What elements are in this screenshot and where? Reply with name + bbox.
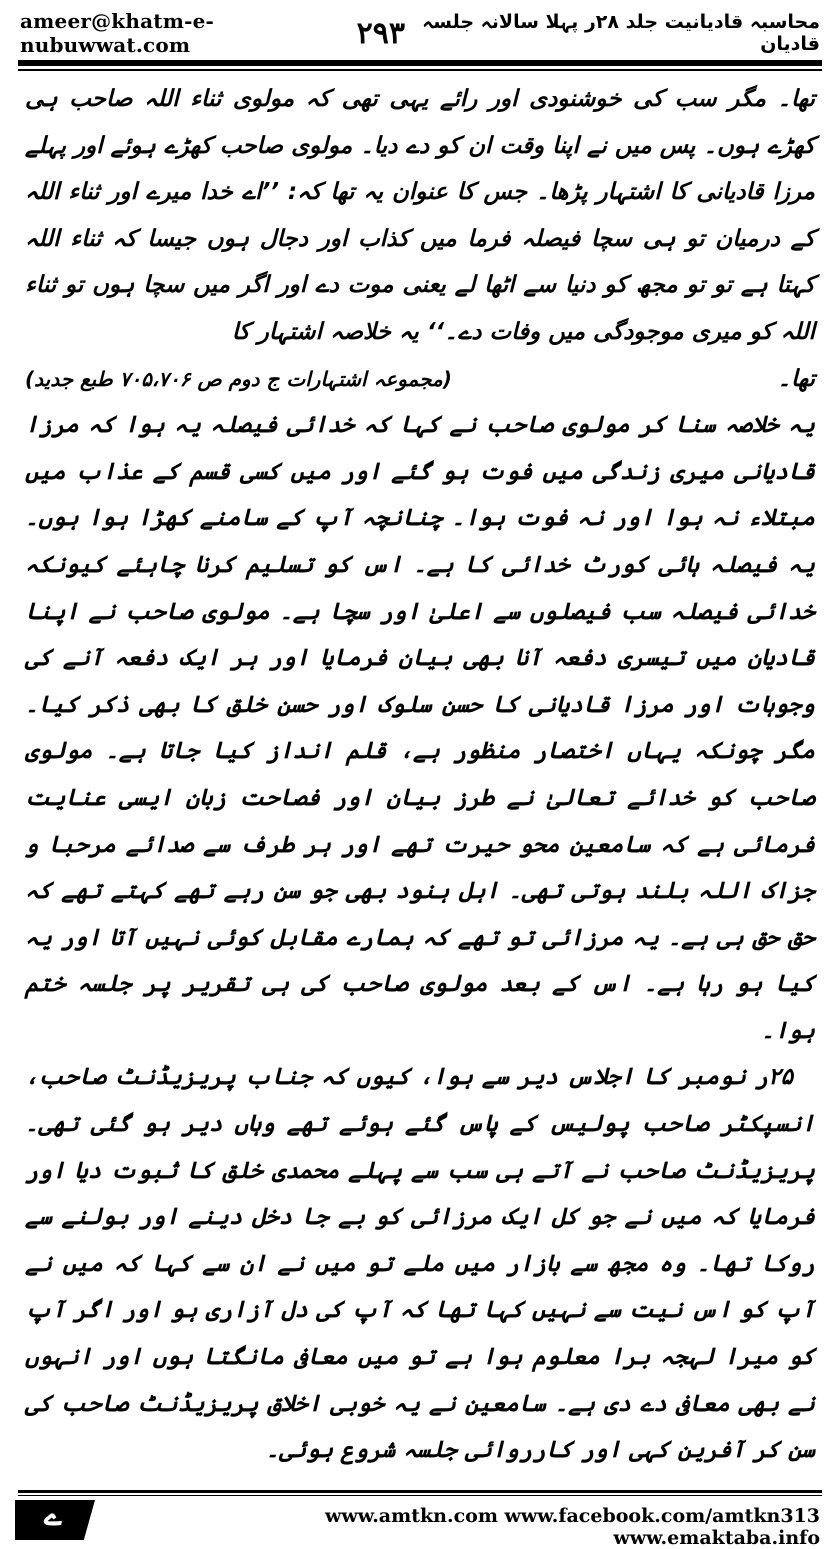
header-left	[20, 9, 405, 57]
citation-line	[25, 356, 815, 403]
page-number: ۲۹۳	[356, 15, 405, 51]
page-header	[20, 8, 820, 58]
header-rule-thick	[18, 60, 822, 66]
paragraph-3: ۲۵ر نومبر کا اجلاس دیر سے ہوا، کیوں کہ جناب پریزیڈنٹ صاحب، انسپکٹر صاحب پولیس کے پاس گئے ہوئے تھے وہاں دیر ہو گئی تھی۔ پریزیڈنٹ صاحب نے آتے ہی سب سے پہلے محمدی خلق کا ثبوت دیا اور فرمایا کہ میں نے جو کل ایک مرزائی کو بے جا دخل دینے اور بولنے سے روکا تھا۔ وہ مجھ سے بازار میں ملے تو میں نے ان سے کہا کہ میں نے آپ کو اس نیت سے نہیں کہا تھا کہ آپ کی دل آزاری ہو اور اگر آپ کو میرا لہجہ برا معلوم ہوا ہے تو میں معافی مانگتا ہوں اور انہوں نے بھی معافی دے دی ہے۔ سامعین نے یہ خوبی اخلاق پریزیڈنٹ صاحب کی سن کر آفرین کہی اور کارروائی جلسہ شروع ہوئی۔	[25, 1064, 815, 1464]
footer-mark: ے	[44, 1498, 62, 1533]
citation: (مجموعہ اشتہارات ج دوم ص ۷۰۵،۷۰۶ طبع جدید)	[25, 366, 452, 391]
footer-rule	[18, 1490, 822, 1493]
paragraph-1-end: تھا۔	[777, 365, 815, 392]
header-email: ameer@khatm-e-nubuwwat.com	[20, 9, 214, 57]
page-body	[25, 76, 815, 1474]
header-rule-thin	[18, 69, 822, 71]
footer-links[interactable]: www.amtkn.com www.facebook.com/amtkn313 www.emaktaba.info	[325, 1505, 820, 1549]
paragraph-1: تھا۔ مگر سب کی خوشنودی اور رائے یہی تھی کہ مولوی ثناء اللہ صاحب ہی کھڑے ہوں۔ پس میں نے اپنا وقت ان کو دے دیا۔ مولوی صاحب کھڑے ہوئے اور پہلے مرزا قادیانی کا اشتہار پڑھا۔ جس کا عنوان یہ تھا کہ: ’’اے خدا میرے اور ثناء اللہ کے درمیان تو ہی سچا فیصلہ فرما میں کذاب اور دجال ہوں جیسا کہ ثناء اللہ کہتا ہے تو تو مجھ کو دنیا سے اٹھا لے یعنی موت دے اور اگر میں سچا ہوں تو ثناء اللہ کو میری موجودگی میں وفات دے۔‘‘ یہ خلاصہ اشتہار کا	[25, 86, 815, 345]
footer-rule-thin	[18, 1495, 822, 1496]
running-head: محاسبہ قادیانیت جلد ۲۸ر پہلا سالانہ جلسہ قادیان	[422, 11, 820, 55]
paragraph-2: یہ خلاصہ سنا کر مولوی صاحب نے کہا کہ خدائی فیصلہ یہ ہوا کہ مرزا قادیانی میری زندگی میں فوت ہو گئے اور میں کسی قسم کے عذاب میں مبتلاء نہ ہوا اور نہ فوت ہوا۔ چنانچہ آپ کے سامنے کھڑا ہوا ہوں۔ یہ فیصلہ ہائی کورٹ خدائی کا ہے۔ اس کو تسلیم کرنا چاہئے کیونکہ خدائی فیصلہ سب فیصلوں سے اعلیٰ اور سچا ہے۔ مولوی صاحب نے اپنا قادیان میں تیسری دفعہ آنا بھی بیان فرمایا اور ہر ایک دفعہ آنے کی وجوہات اور مرزا قادیانی کا حسن سلوک اور حسن خلق کا بھی ذکر کیا۔ مگر چونکہ یہاں اختصار منظور ہے، قلم انداز کیا جاتا ہے۔ مولوی صاحب کو خدائے تعالیٰ نے طرز بیان اور فصاحت زبان ایسی عنایت فرمائی ہے کہ سامعین محو حیرت تھے اور ہر طرف سے صدائے مرحبا و جزاک اللہ بلند ہوتی تھی۔ اہل ہنود بھی جو سن رہے تھے کہتے تھے کہ حق حق ہی ہے۔ یہ مرزائی تو تھے کہ ہمارے مقابل کوئی نہیں آتا اور یہ کیا ہو رہا ہے۔ اس کے بعد مولوی صاحب کی ہی تقریر پر جلسہ ختم ہوا۔	[25, 412, 815, 1044]
